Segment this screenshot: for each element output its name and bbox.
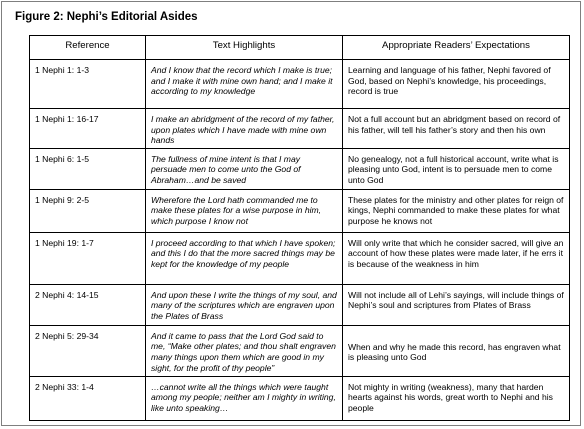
table-row (30, 109, 570, 149)
reference-cell: 2 Nephi 33: 1-4 (30, 376, 146, 420)
reference-cell: 1 Nephi 1: 16-17 (30, 109, 146, 149)
reference-cell: 2 Nephi 5: 29-34 (30, 325, 146, 376)
expectation-cell: Not a full account but an abridgment based on record of his father, will tell his father’s story and then his own (343, 109, 570, 149)
header-readers-expectations: Appropriate Readers’ Expectations (343, 36, 570, 60)
table-row (30, 189, 570, 232)
reference-cell: 1 Nephi 19: 1-7 (30, 232, 146, 284)
highlight-cell: And it came to pass that the Lord God said to me, “Make other plates; and thou shalt engraven many things upon them which are good in my sight, for the profit of thy people” (146, 325, 343, 376)
figure-title: Figure 2: Nephi’s Editorial Asides (15, 11, 198, 23)
expectation-cell: These plates for the ministry and other plates for reign of kings, Nephi commanded to make these plates for what purpose he knows not (343, 189, 570, 232)
expectation-cell: Will only write that which he consider sacred, will give an account of how these plates were made later, if he errs it is because of the weakness in him (343, 232, 570, 284)
highlight-cell: …cannot write all the things which were taught among my people; neither am I mighty in writing, like unto speaking… (146, 376, 343, 420)
reference-cell: 2 Nephi 4: 14-15 (30, 284, 146, 325)
table-row (30, 376, 570, 420)
expectation-cell: Learning and language of his father, Nephi favored of God, based on Nephi’s knowledge, his proceedings, record is true (343, 60, 570, 109)
reference-cell: 1 Nephi 1: 1-3 (30, 60, 146, 109)
expectation-cell: When and why he made this record, has engraven what is pleasing unto God (343, 325, 570, 376)
table-row (30, 232, 570, 284)
table-row (30, 60, 570, 109)
header-row (30, 36, 570, 60)
highlight-cell: And I know that the record which I make is true; and I make it with mine own hand; and I make it according to my knowledge (146, 60, 343, 109)
expectation-cell: Not mighty in writing (weakness), many that harden hearts against his words, great worth to Nephi and his people (343, 376, 570, 420)
table-row (30, 148, 570, 189)
highlight-cell: The fullness of mine intent is that I may persuade men to come unto the God of Abraham…and be saved (146, 148, 343, 189)
table-row (30, 325, 570, 376)
expectation-cell: No genealogy, not a full historical account, write what is pleasing unto God, intent is to persuade men to come unto God (343, 148, 570, 189)
table-row (30, 284, 570, 325)
editorial-asides-table (29, 35, 570, 421)
reference-cell: 1 Nephi 9: 2-5 (30, 189, 146, 232)
highlight-cell: Wherefore the Lord hath commanded me to make these plates for a wise purpose in him, which purpose I know not (146, 189, 343, 232)
header-reference: Reference (30, 36, 146, 60)
highlight-cell: I proceed according to that which I have spoken; and this I do that the more sacred things may be kept for the knowledge of my people (146, 232, 343, 284)
header-text-highlights: Text Highlights (146, 36, 343, 60)
highlight-cell: And upon these I write the things of my soul, and many of the scriptures which are engraven upon the Plates of Brass (146, 284, 343, 325)
expectation-cell: Will not include all of Lehi’s sayings, will include things of Nephi’s soul and scriptures from Plates of Brass (343, 284, 570, 325)
highlight-cell: I make an abridgment of the record of my father, upon plates which I have made with mine own hands (146, 109, 343, 149)
reference-cell: 1 Nephi 6: 1-5 (30, 148, 146, 189)
